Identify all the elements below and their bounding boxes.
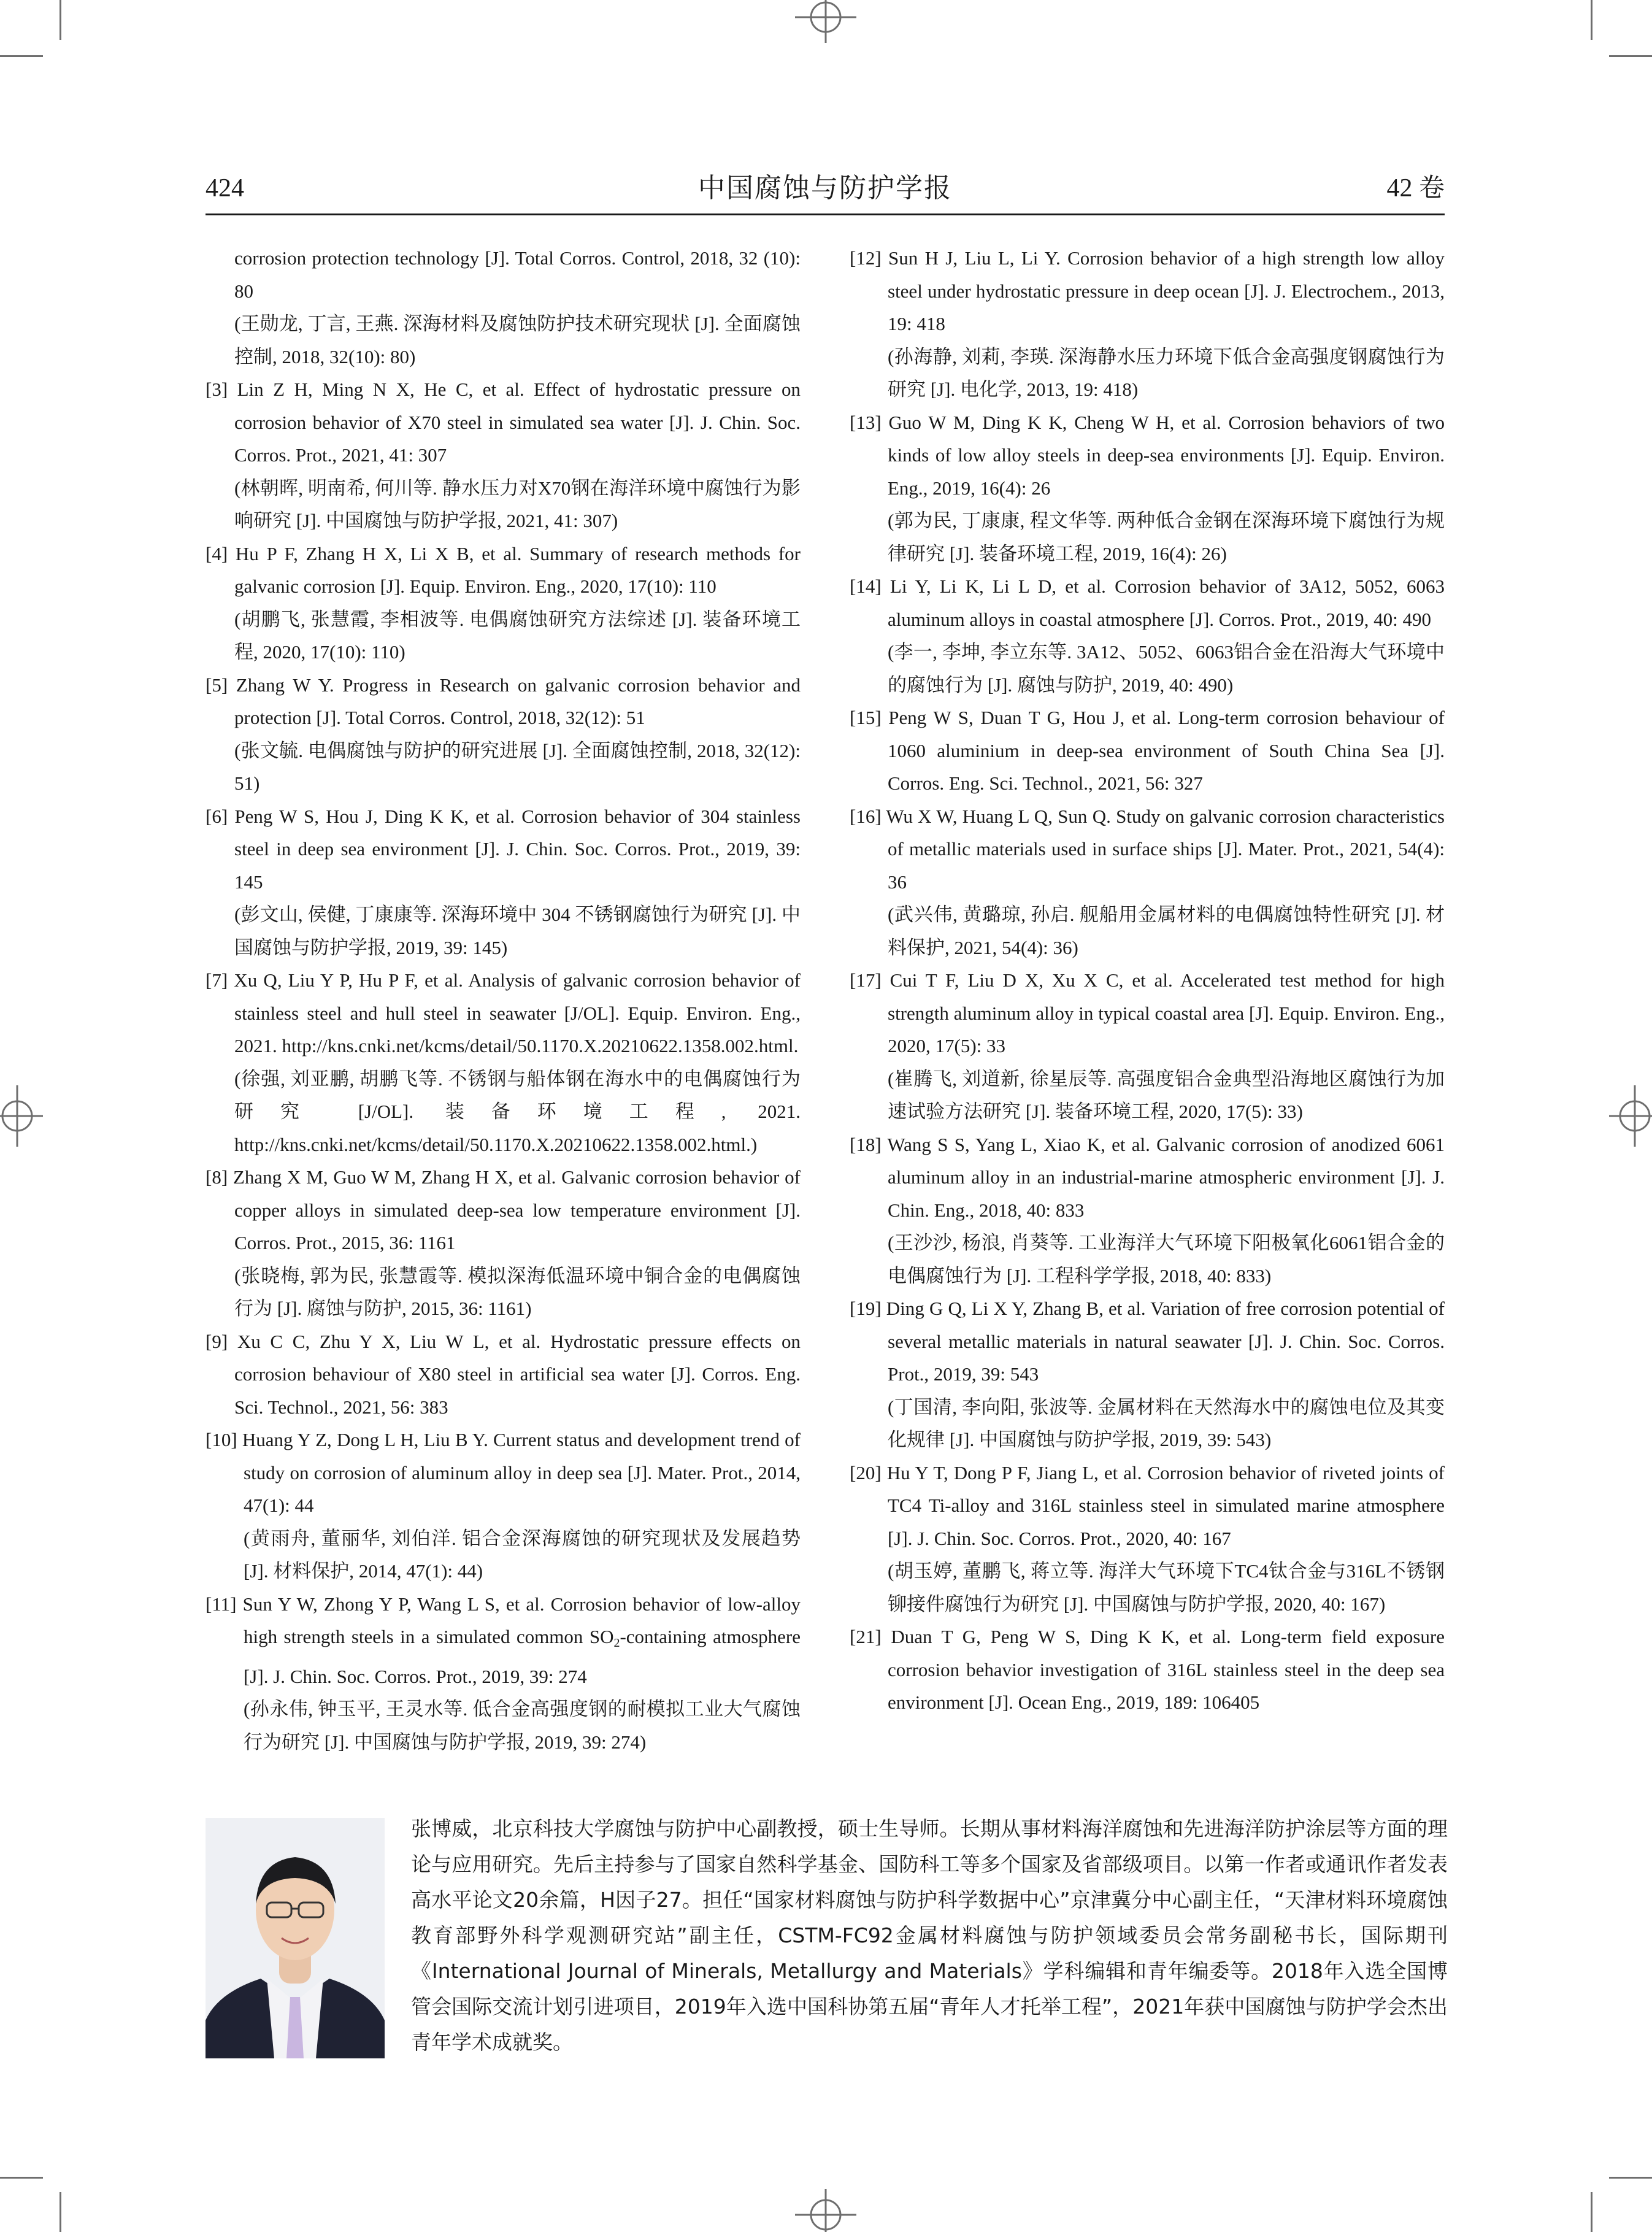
registration-mark-bottom xyxy=(792,2165,859,2232)
reference-en: [18] Wang S S, Yang L, Xiao K, et al. Galvanic corrosion of anodized 6061 aluminum alloy in an industrial-marine atmospheric environment [J]. J. Chin. Eng., 2018, 40: 833 xyxy=(850,1133,1445,1221)
reference-cn: (郭为民, 丁康康, 程文华等. 两种低合金钢在深海环境下腐蚀行为规律研究 [J]. 装备环境工程, 2019, 16(4): 26) xyxy=(888,510,1445,564)
registration-mark-top xyxy=(792,0,859,67)
reference-cn: (李一, 李坤, 李立东等. 3A12、5052、6063铝合金在沿海大气环境中的腐蚀行为 [J]. 腐蚀与防护, 2019, 40: 490) xyxy=(888,641,1445,696)
crop-mark xyxy=(1591,0,1592,40)
reference-item xyxy=(850,1457,1445,1621)
journal-title: 中国腐蚀与防护学报 xyxy=(698,173,952,203)
reference-item xyxy=(850,964,1445,1128)
reference-continued xyxy=(206,242,801,373)
reference-cn: (孙海静, 刘莉, 李瑛. 深海静水压力环境下低合金高强度钢腐蚀行为研究 [J]. 电化学, 2013, 19: 418) xyxy=(888,345,1445,400)
crop-mark xyxy=(1609,2177,1652,2179)
reference-en: [5] Zhang W Y. Progress in Research on galvanic corrosion behavior and protection [J]. Total Corros. Control, 2018, 32(12): 51 xyxy=(206,674,801,728)
reference-item xyxy=(850,1292,1445,1457)
reference-en: [15] Peng W S, Duan T G, Hou J, et al. Long-term corrosion behaviour of 1060 aluminium in deep-sea environment of South China Sea [J]. Corros. Eng. Sci. Technol., 2021, 56: 327 xyxy=(850,707,1445,794)
author-bio: 张博威，北京科技大学腐蚀与防护中心副教授，硕士生导师。长期从事材料海洋腐蚀和先进海洋防护涂层等方面的理论与应用研究。先后主持参与了国家自然科学基金、国防科工等多个国家及省部级项目。以第一作者或通讯作者发表高水平论文20余篇，H因子27。担任“国家材料腐蚀与防护科学数据中心”京津冀分中心副主任，“天津材料环境腐蚀教育部野外科学观测研究站”副主任，CSTM-FC92金属材料腐蚀与防护领域委员会常务副秘书长，国际期刊《International Journal of Minerals, Metallurgy and Materials》学科编辑和青年编委等。2018年入选全国博管会国际交流计划引进项目，2019年入选中国科协第五届“青年人才托举工程”，2021年获中国腐蚀与防护学会杰出青年学术成就奖。 xyxy=(411,1817,1448,2054)
reference-cn: (黄雨舟, 董丽华, 刘伯洋. 铝合金深海腐蚀的研究现状及发展趋势 [J]. 材料保护, 2014, 47(1): 44) xyxy=(244,1527,801,1582)
reference-cn: (孙永伟, 钟玉平, 王灵水等. 低合金高强度钢的耐模拟工业大气腐蚀行为研究 [J]. 中国腐蚀与防护学报, 2019, 39: 274) xyxy=(244,1698,801,1753)
reference-cn: (张文毓. 电偶腐蚀与防护的研究进展 [J]. 全面腐蚀控制, 2018, 32(12): 51) xyxy=(234,739,801,794)
crop-mark xyxy=(0,55,43,57)
reference-item xyxy=(206,800,801,964)
reference-en: [7] Xu Q, Liu Y P, Hu P F, et al. Analysis of galvanic corrosion behavior of stainless steel and hull steel in seawater [J/OL]. Equip. Environ. Eng., 2021. http://kns.cnki.net/kcms/detail/50.1170.X.20210622.1358.002.html. xyxy=(206,969,801,1056)
volume-label: 42 卷 xyxy=(1386,174,1445,202)
reference-item xyxy=(850,701,1445,800)
reference-en: [16] Wu X W, Huang L Q, Sun Q. Study on galvanic corrosion characteristics of metallic materials used in surface ships [J]. Mater. Prot., 2021, 54(4): 36 xyxy=(850,805,1445,893)
reference-en: [4] Hu P F, Zhang H X, Li X B, et al. Summary of research methods for galvanic corrosion [J]. Equip. Environ. Eng., 2020, 17(10): 110 xyxy=(206,542,801,597)
reference-item xyxy=(206,373,801,537)
reference-item xyxy=(206,669,801,800)
crop-mark xyxy=(0,2177,43,2179)
running-head xyxy=(206,167,1445,210)
reference-en: [9] Xu C C, Zhu Y X, Liu W L, et al. Hydrostatic pressure effects on corrosion behaviour of X80 steel in artificial sea water [J]. Corros. Eng. Sci. Technol., 2021, 56: 383 xyxy=(206,1330,801,1418)
crop-mark xyxy=(60,0,61,40)
reference-en: [8] Zhang X M, Guo W M, Zhang H X, et al. Galvanic corrosion behavior of copper alloys in simulated deep-sea low temperature environment [J]. Corros. Prot., 2015, 36: 1161 xyxy=(206,1166,801,1253)
reference-cn: (胡鹏飞, 张慧霞, 李相波等. 电偶腐蚀研究方法综述 [J]. 装备环境工程, 2020, 17(10): 110) xyxy=(234,608,801,663)
reference-item xyxy=(206,537,801,669)
reference-cn: (林朝晖, 明南希, 何川等. 静水压力对X70钢在海洋环境中腐蚀行为影响研究 [J]. 中国腐蚀与防护学报, 2021, 41: 307) xyxy=(234,477,801,531)
author-photo xyxy=(206,1818,385,2058)
reference-item xyxy=(206,964,801,1161)
reference-item xyxy=(850,406,1445,571)
reference-item xyxy=(850,800,1445,964)
reference-en: [19] Ding G Q, Li X Y, Zhang B, et al. Variation of free corrosion potential of several metallic materials in natural seawater [J]. J. Chin. Soc. Corros. Prot., 2019, 39: 543 xyxy=(850,1298,1445,1385)
reference-en: [20] Hu Y T, Dong P F, Jiang L, et al. Corrosion behavior of riveted joints of TC4 Ti-alloy and 316L stainless steel in simulated marine atmosphere [J]. J. Chin. Soc. Corros. Prot., 2020, 40: 167 xyxy=(850,1461,1445,1549)
subscript: 2 xyxy=(613,1636,620,1650)
reference-item xyxy=(850,1128,1445,1293)
registration-mark-right xyxy=(1585,1082,1652,1150)
reference-cn: (崔腾飞, 刘道新, 徐星辰等. 高强度铝合金典型沿海地区腐蚀行为加速试验方法研究 [J]. 装备环境工程, 2020, 17(5): 33) xyxy=(888,1068,1445,1122)
reference-item xyxy=(206,1423,801,1588)
reference-cn: (王勋龙, 丁言, 王燕. 深海材料及腐蚀防护技术研究现状 [J]. 全面腐蚀控制, 2018, 32(10): 80) xyxy=(234,313,801,368)
reference-cn: (胡玉婷, 董鹏飞, 蒋立等. 海洋大气环境下TC4钛合金与316L不锈钢铆接件腐蚀行为研究 [J]. 中国腐蚀与防护学报, 2020, 40: 167) xyxy=(888,1560,1445,1615)
reference-en: [17] Cui T F, Liu D X, Xu X C, et al. Accelerated test method for high strength aluminum alloy in typical coastal area [J]. Equip. Environ. Eng., 2020, 17(5): 33 xyxy=(850,969,1445,1056)
reference-en: [6] Peng W S, Hou J, Ding K K, et al. Corrosion behavior of 304 stainless steel in deep sea environment [J]. J. Chin. Soc. Corros. Prot., 2019, 39: 145 xyxy=(206,805,801,893)
page-number: 424 xyxy=(206,174,244,202)
reference-item xyxy=(206,1161,801,1325)
reference-item xyxy=(206,1588,801,1759)
reference-cn: (武兴伟, 黄璐琼, 孙启. 舰船用金属材料的电偶腐蚀特性研究 [J]. 材料保护, 2021, 54(4): 36) xyxy=(888,904,1445,958)
reference-item xyxy=(206,1325,801,1424)
registration-mark-left xyxy=(0,1082,67,1150)
reference-item xyxy=(850,242,1445,406)
reference-item xyxy=(850,1620,1445,1719)
reference-cn: (王沙沙, 杨浪, 肖葵等. 工业海洋大气环境下阳极氧化6061铝合金的电偶腐蚀行为 [J]. 工程科学学报, 2018, 40: 833) xyxy=(888,1232,1445,1287)
reference-en: [10] Huang Y Z, Dong L H, Liu B Y. Current status and development trend of study on corrosion of aluminum alloy in deep sea [J]. Mater. Prot., 2014, 47(1): 44 xyxy=(206,1429,801,1516)
reference-en: [13] Guo W M, Ding K K, Cheng W H, et al. Corrosion behaviors of two kinds of low alloy steels in deep-sea environments [J]. Equip. Environ. Eng., 2019, 16(4): 26 xyxy=(850,411,1445,499)
reference-cn: (彭文山, 侯健, 丁康康等. 深海环境中 304 不锈钢腐蚀行为研究 [J]. 中国腐蚀与防护学报, 2019, 39: 145) xyxy=(234,904,801,958)
reference-en: [12] Sun H J, Liu L, Li Y. Corrosion behavior of a high strength low alloy steel under hydrostatic pressure in deep ocean [J]. J. Electrochem., 2013, 19: 418 xyxy=(850,247,1445,334)
crop-mark xyxy=(1591,2192,1592,2232)
reference-en: [14] Li Y, Li K, Li L D, et al. Corrosion behavior of 3A12, 5052, 6063 aluminum alloys in coastal atmosphere [J]. Corros. Prot., 2019, 40: 490 xyxy=(850,575,1445,630)
crop-mark xyxy=(60,2192,61,2232)
reference-en: [21] Duan T G, Peng W S, Ding K K, et al. Long-term field exposure corrosion behavior investigation of 316L stainless steel in the deep sea environment [J]. Ocean Eng., 2019, 189: 106405 xyxy=(850,1626,1445,1713)
reference-cn: (丁国清, 李向阳, 张波等. 金属材料在天然海水中的腐蚀电位及其变化规律 [J]. 中国腐蚀与防护学报, 2019, 39: 543) xyxy=(888,1396,1445,1450)
portrait-illustration xyxy=(206,1818,385,2058)
references-right-column xyxy=(850,242,1445,1719)
reference-item xyxy=(850,570,1445,701)
reference-en: corrosion protection technology [J]. Total Corros. Control, 2018, 32 (10): 80 xyxy=(234,247,801,302)
crop-mark xyxy=(1609,55,1652,57)
references-left-column xyxy=(206,242,801,1758)
header-rule xyxy=(206,214,1445,215)
reference-cn: (张晓梅, 郭为民, 张慧霞等. 模拟深海低温环境中铜合金的电偶腐蚀行为 [J]. 腐蚀与防护, 2015, 36: 1161) xyxy=(234,1264,801,1319)
reference-en: [11] Sun Y W, Zhong Y P, Wang L S, et al. Corrosion behavior of low-alloy high strength steels in a simulated common $SO_2$-containing atmosphere [J]. J. Chin. Soc. Corros. Prot., 2019, 39: 274 xyxy=(206,1593,801,1687)
reference-cn: (徐强, 刘亚鹏, 胡鹏飞等. 不锈钢与船体钢在海水中的电偶腐蚀行为研究 [J/OL]. 装备环境工程, 2021. http://kns.cnki.net/kcms/detail/50.1170.X.20210622.1358.002.html.) xyxy=(234,1068,801,1155)
reference-en: [3] Lin Z H, Ming N X, He C, et al. Effect of hydrostatic pressure on corrosion behavior of X70 steel in simulated sea water [J]. J. Chin. Soc. Corros. Prot., 2021, 41: 307 xyxy=(206,379,801,466)
